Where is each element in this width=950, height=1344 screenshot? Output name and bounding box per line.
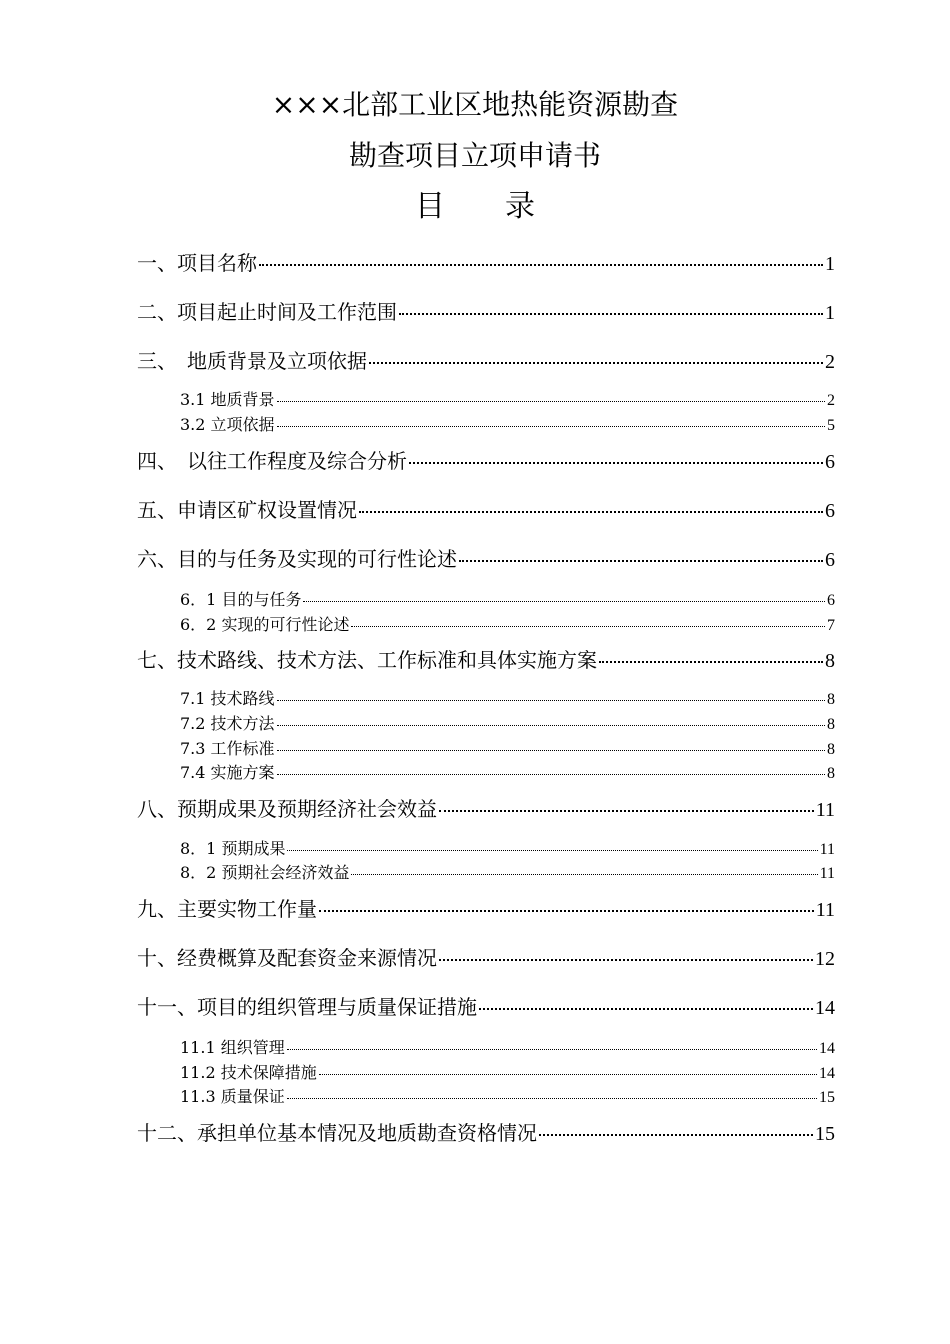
toc-entry-page: 15	[819, 1089, 835, 1106]
toc-entry-page: 8	[827, 765, 835, 782]
toc-entry[interactable]	[137, 545, 835, 573]
toc-entry[interactable]	[180, 762, 835, 784]
toc-entry-page: 14	[815, 997, 835, 1019]
toc-entry-text: 十一、项目的组织管理与质量保证措施	[137, 995, 477, 1019]
toc-dot-leader	[351, 874, 817, 875]
toc-entry-page: 15	[815, 1123, 835, 1145]
toc-entry-text: 八、预期成果及预期经济社会效益	[137, 797, 437, 821]
toc-entry-page: 14	[819, 1040, 835, 1057]
toc-dot-leader	[287, 1049, 817, 1050]
toc-entry-page: 2	[825, 351, 835, 373]
toc-dot-leader	[319, 910, 814, 912]
toc-entry[interactable]	[137, 944, 835, 972]
toc-dot-leader	[459, 560, 823, 562]
toc-entry-text: 五、申请区矿权设置情况	[137, 498, 357, 522]
toc-entry[interactable]	[137, 447, 835, 475]
toc-dot-leader	[277, 725, 825, 726]
toc-entry[interactable]	[180, 589, 835, 611]
toc-heading: 目 录	[415, 189, 535, 224]
toc-entry-text: 四、 以往工作程度及综合分析	[137, 449, 407, 473]
toc-entry[interactable]	[180, 1062, 835, 1084]
toc-entry-page: 8	[825, 650, 835, 672]
toc-entry-page: 11	[819, 865, 835, 882]
toc-dot-leader	[479, 1008, 813, 1010]
toc-dot-leader	[439, 810, 814, 812]
toc-dot-leader	[277, 700, 825, 701]
toc-entry-page: 6	[825, 500, 835, 522]
toc-dot-leader	[319, 1074, 817, 1075]
toc-entry-page: 12	[815, 948, 835, 970]
toc-dot-leader	[399, 313, 823, 315]
toc-entry-text: 7.4 实施方案	[180, 763, 275, 782]
toc-entry[interactable]	[180, 414, 835, 436]
toc-entry-text: 6．1 目的与任务	[180, 590, 302, 609]
toc-entry-text: 11.2 技术保障措施	[180, 1063, 317, 1082]
toc-entry-text: 11.3 质量保证	[180, 1087, 285, 1106]
toc-entry-page: 11	[815, 899, 835, 921]
toc-entry[interactable]	[137, 298, 835, 326]
toc-entry-text: 7.1 技术路线	[180, 689, 275, 708]
toc-entry-page: 6	[827, 592, 835, 609]
toc-entry[interactable]	[180, 862, 835, 884]
toc-entry[interactable]	[180, 688, 835, 710]
toc-entry[interactable]	[180, 614, 835, 636]
toc-entry-page: 8	[827, 741, 835, 758]
toc-entry-page: 5	[827, 417, 835, 434]
toc-entry-page: 8	[827, 716, 835, 733]
toc-dot-leader	[277, 750, 825, 751]
toc-entry[interactable]	[137, 795, 835, 823]
toc-dot-leader	[303, 601, 825, 602]
toc-entry-page: 11	[819, 841, 835, 858]
toc-entry-text: 7.2 技术方法	[180, 714, 275, 733]
toc-entry[interactable]	[137, 1119, 835, 1147]
toc-entry-text: 七、技术路线、技术方法、工作标准和具体实施方案	[137, 648, 597, 672]
toc-entry[interactable]	[137, 895, 835, 923]
toc-entry-text: 十、经费概算及配套资金来源情况	[137, 946, 437, 970]
toc-entry-text: 7.3 工作标准	[180, 739, 275, 758]
toc-dot-leader	[409, 462, 823, 464]
toc-dot-leader	[287, 1098, 817, 1099]
document-title-line1: ×××北部工业区地热能资源勘查	[271, 88, 679, 121]
toc-entry-page: 1	[825, 253, 835, 275]
toc-dot-leader	[277, 426, 825, 427]
toc-entry-page: 2	[827, 392, 835, 409]
toc-entry-text: 九、主要实物工作量	[137, 897, 317, 921]
toc-entry-text: 3.1 地质背景	[180, 390, 275, 409]
toc-entry[interactable]	[180, 1086, 835, 1108]
toc-entry-page: 6	[825, 549, 835, 571]
toc-dot-leader	[359, 511, 823, 513]
toc-entry[interactable]	[137, 347, 835, 375]
toc-entry-text: 二、项目起止时间及工作范围	[137, 300, 397, 324]
toc-dot-leader	[539, 1134, 813, 1136]
toc-entry-text: 8．2 预期社会经济效益	[180, 863, 350, 882]
toc-dot-leader	[259, 264, 823, 266]
toc-entry-text: 一、项目名称	[137, 251, 257, 275]
toc-entry-page: 11	[815, 799, 835, 821]
toc-entry[interactable]	[137, 249, 835, 277]
toc-entry[interactable]	[180, 738, 835, 760]
toc-entry-text: 十二、承担单位基本情况及地质勘查资格情况	[137, 1121, 537, 1145]
toc-entry-text: 8．1 预期成果	[180, 839, 286, 858]
toc-entry-text: 11.1 组织管理	[180, 1038, 285, 1057]
toc-entry[interactable]	[137, 646, 835, 674]
toc-dot-leader	[369, 362, 823, 364]
toc-entry[interactable]	[180, 838, 835, 860]
toc-dot-leader	[277, 401, 825, 402]
toc-entry[interactable]	[180, 713, 835, 735]
toc-entry[interactable]	[180, 389, 835, 411]
toc-entry-page: 8	[827, 691, 835, 708]
toc-entry-text: 6．2 实现的可行性论述	[180, 615, 350, 634]
toc-dot-leader	[277, 774, 825, 775]
document-title-line2: 勘查项目立项申请书	[348, 139, 601, 172]
toc-dot-leader	[351, 626, 825, 627]
toc-entry[interactable]	[180, 1037, 835, 1059]
toc-entry-text: 六、目的与任务及实现的可行性论述	[137, 547, 457, 571]
toc-entry[interactable]	[137, 496, 835, 524]
toc-entry-page: 7	[827, 617, 835, 634]
toc-entry-page: 6	[825, 451, 835, 473]
toc-entry[interactable]	[137, 993, 835, 1021]
toc-entry-text: 三、 地质背景及立项依据	[137, 349, 367, 373]
toc-dot-leader	[439, 959, 813, 961]
toc-entry-text: 3.2 立项依据	[180, 415, 275, 434]
toc-dot-leader	[599, 661, 823, 663]
toc-entry-page: 1	[825, 302, 835, 324]
toc-dot-leader	[287, 850, 817, 851]
toc-entry-page: 14	[819, 1065, 835, 1082]
